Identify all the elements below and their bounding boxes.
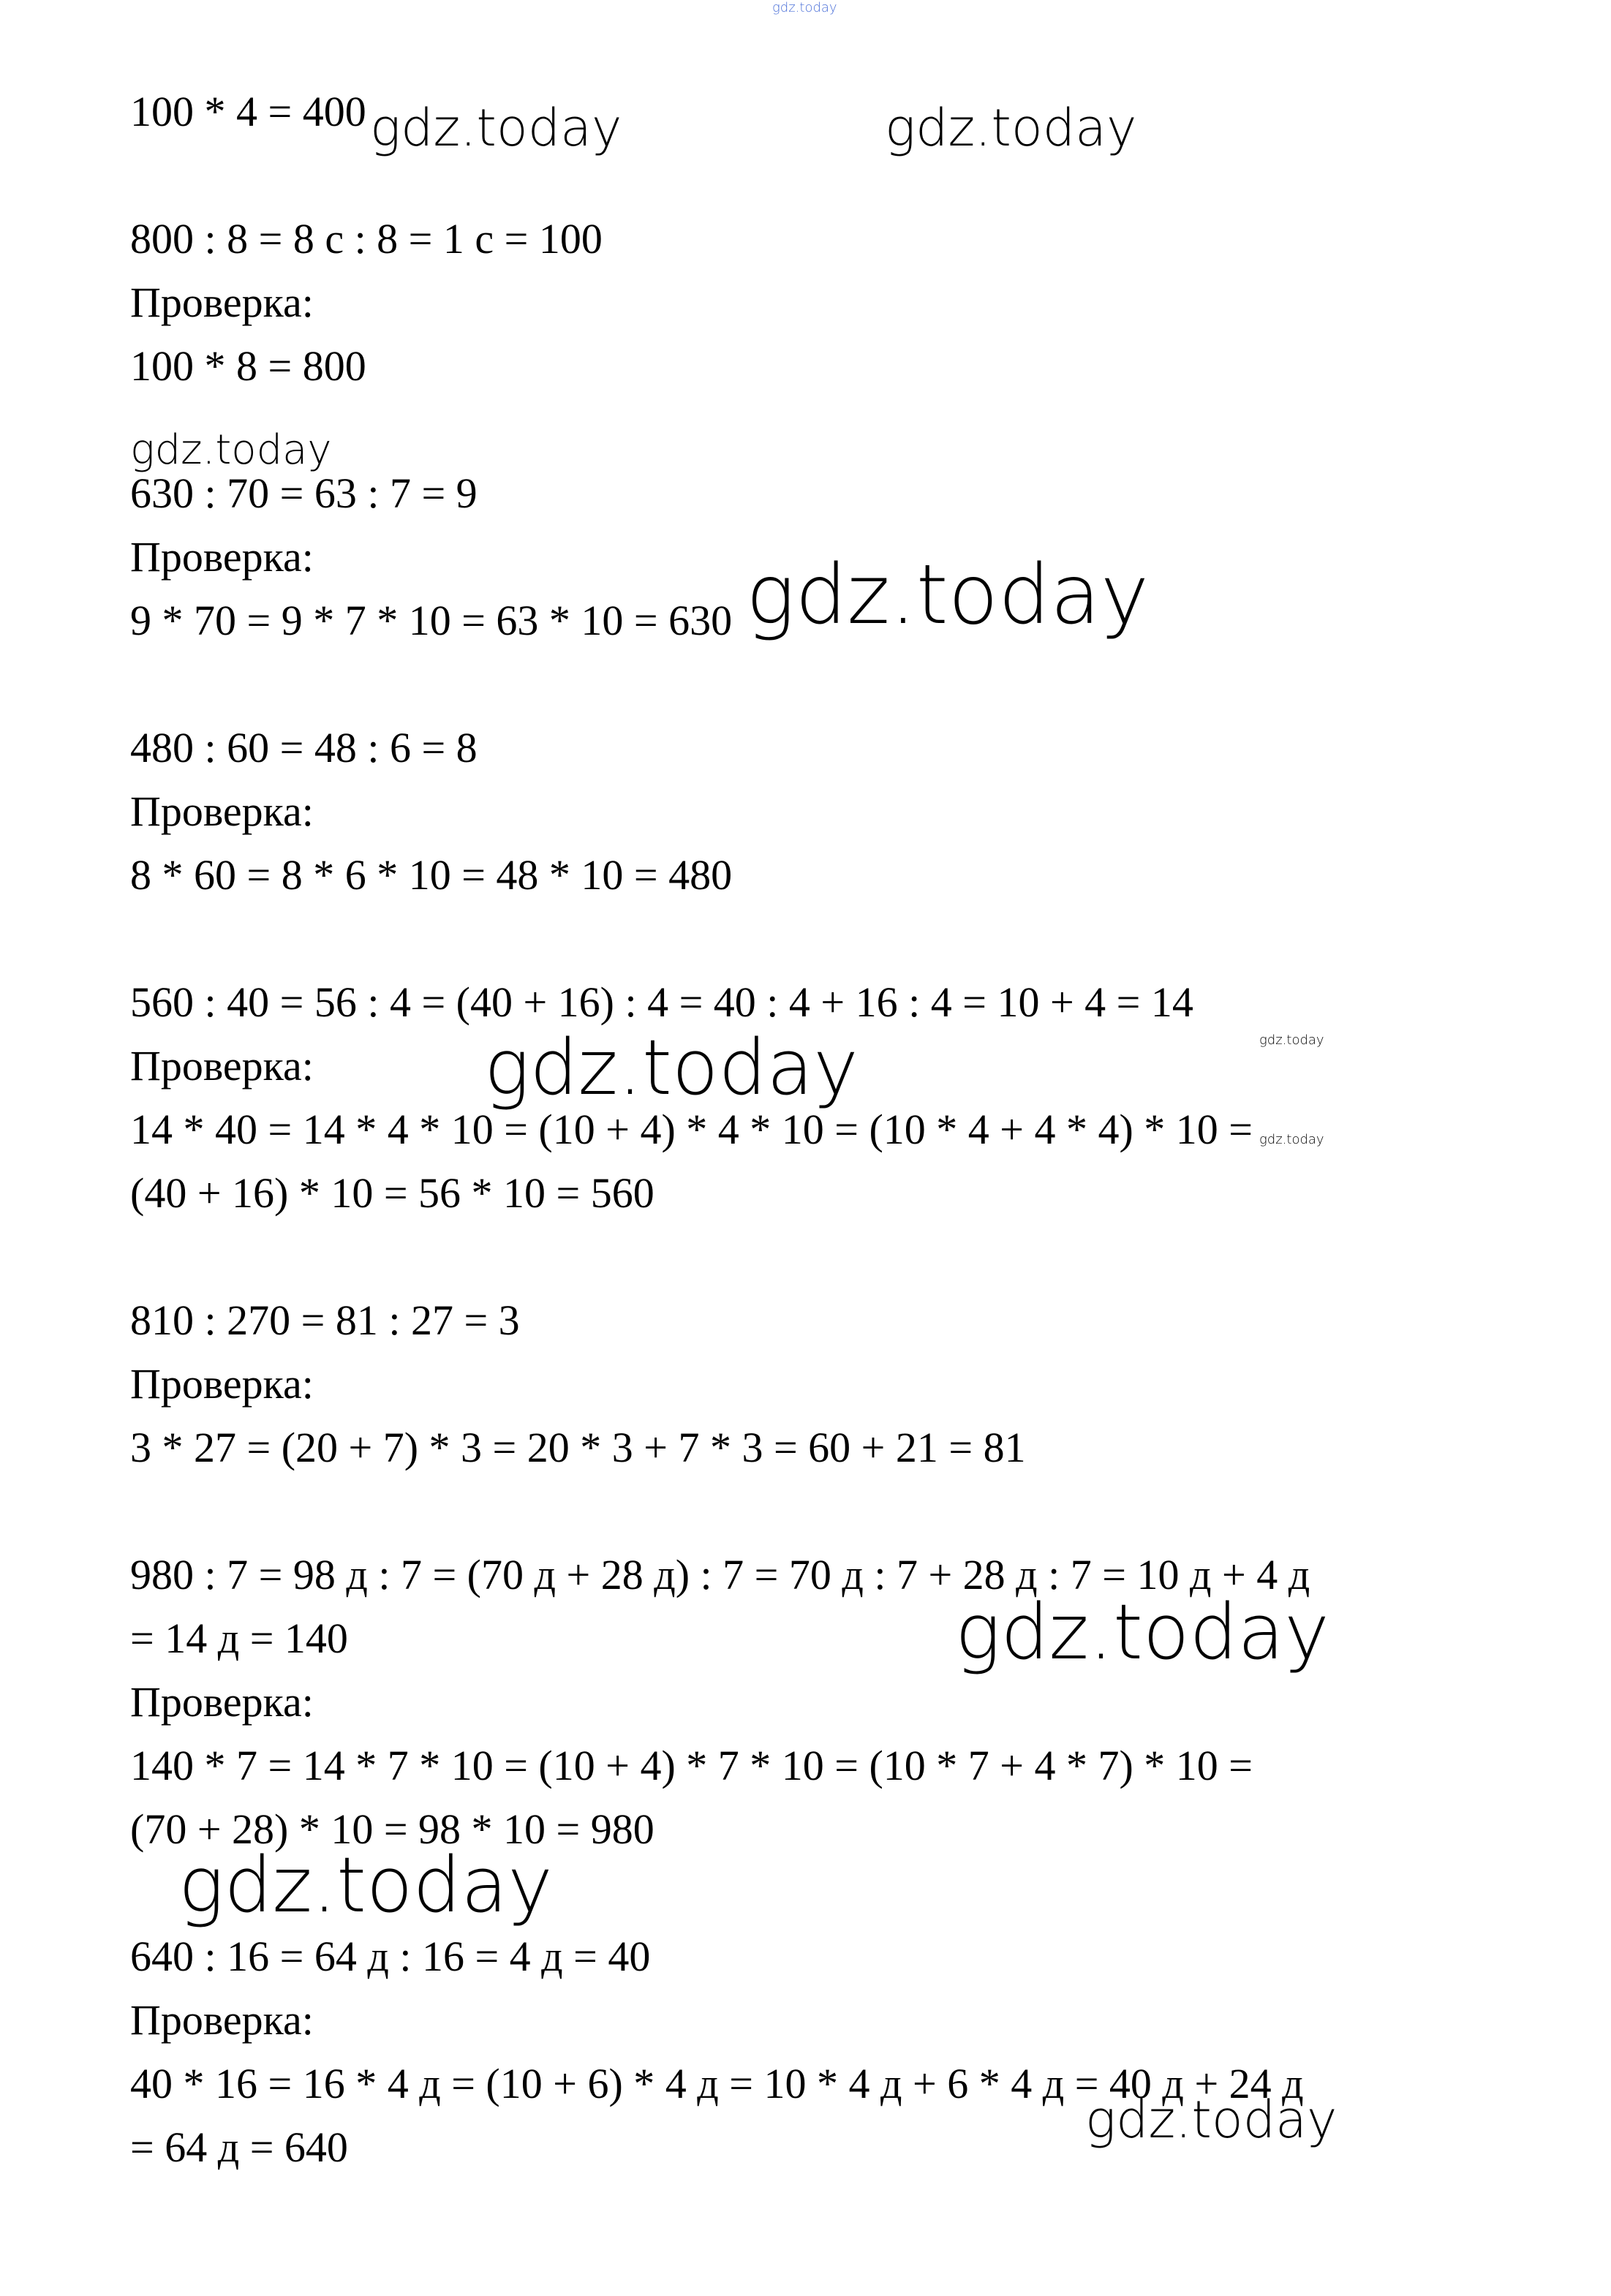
watermark-top: gdz.today (772, 0, 837, 15)
text-line: Проверка: (130, 788, 314, 835)
watermark: gdz.today (885, 98, 1137, 158)
text-line: 810 : 270 = 81 : 27 = 3 (130, 1296, 520, 1344)
text-line: 800 : 8 = 8 с : 8 = 1 с = 100 (130, 215, 603, 263)
text-line: 40 * 16 = 16 * 4 д = (10 + 6) * 4 д = 10 * 4 д + 6 * 4 д = 40 д + 24 д (130, 2060, 1304, 2107)
watermark: gdz.today (1259, 1032, 1324, 1048)
text-line: 100 * 8 = 800 (130, 342, 366, 390)
text-line: 630 : 70 = 63 : 7 = 9 (130, 469, 478, 517)
text-line: (70 + 28) * 10 = 98 * 10 = 980 (130, 1805, 654, 1853)
watermark: gdz.today (484, 1023, 859, 1112)
text-line: 640 : 16 = 64 д : 16 = 4 д = 40 (130, 1933, 651, 1980)
text-line: Проверка: (130, 1360, 314, 1408)
text-line: 560 : 40 = 56 : 4 = (40 + 16) : 4 = 40 : 4 + 16 : 4 = 10 + 4 = 14 (130, 978, 1193, 1026)
text-line: Проверка: (130, 1678, 314, 1726)
text-line: Проверка: (130, 279, 314, 326)
watermark: gdz.today (370, 98, 622, 158)
text-line: 100 * 4 = 400 (130, 88, 366, 135)
text-line: 3 * 27 = (20 + 7) * 3 = 20 * 3 + 7 * 3 = 60 + 21 = 81 (130, 1424, 1026, 1471)
watermark: gdz.today (1085, 2090, 1338, 2150)
text-line: Проверка: (130, 533, 314, 581)
watermark: gdz.today (130, 426, 332, 474)
text-line: Проверка: (130, 1996, 314, 2044)
text-line: 140 * 7 = 14 * 7 * 10 = (10 + 4) * 7 * 10 = (10 * 7 + 4 * 7) * 10 = (130, 1742, 1253, 1789)
text-line: (40 + 16) * 10 = 56 * 10 = 560 (130, 1169, 654, 1217)
text-line: 8 * 60 = 8 * 6 * 10 = 48 * 10 = 480 (130, 851, 733, 899)
watermark: gdz.today (178, 1840, 553, 1930)
text-line: Проверка: (130, 1042, 314, 1090)
text-line: 9 * 70 = 9 * 7 * 10 = 63 * 10 = 630 (130, 597, 733, 644)
text-line: 14 * 40 = 14 * 4 * 10 = (10 + 4) * 4 * 10 = (10 * 4 + 4 * 4) * 10 = (130, 1106, 1253, 1153)
text-line: = 14 д = 140 (130, 1615, 348, 1662)
text-line: = 64 д = 640 (130, 2123, 348, 2171)
watermark: gdz.today (746, 548, 1150, 643)
watermark: gdz.today (955, 1587, 1329, 1677)
watermark: gdz.today (1259, 1132, 1324, 1147)
text-line: 480 : 60 = 48 : 6 = 8 (130, 724, 478, 771)
text-line: 980 : 7 = 98 д : 7 = (70 д + 28 д) : 7 = 70 д : 7 + 28 д : 7 = 10 д + 4 д (130, 1551, 1310, 1598)
